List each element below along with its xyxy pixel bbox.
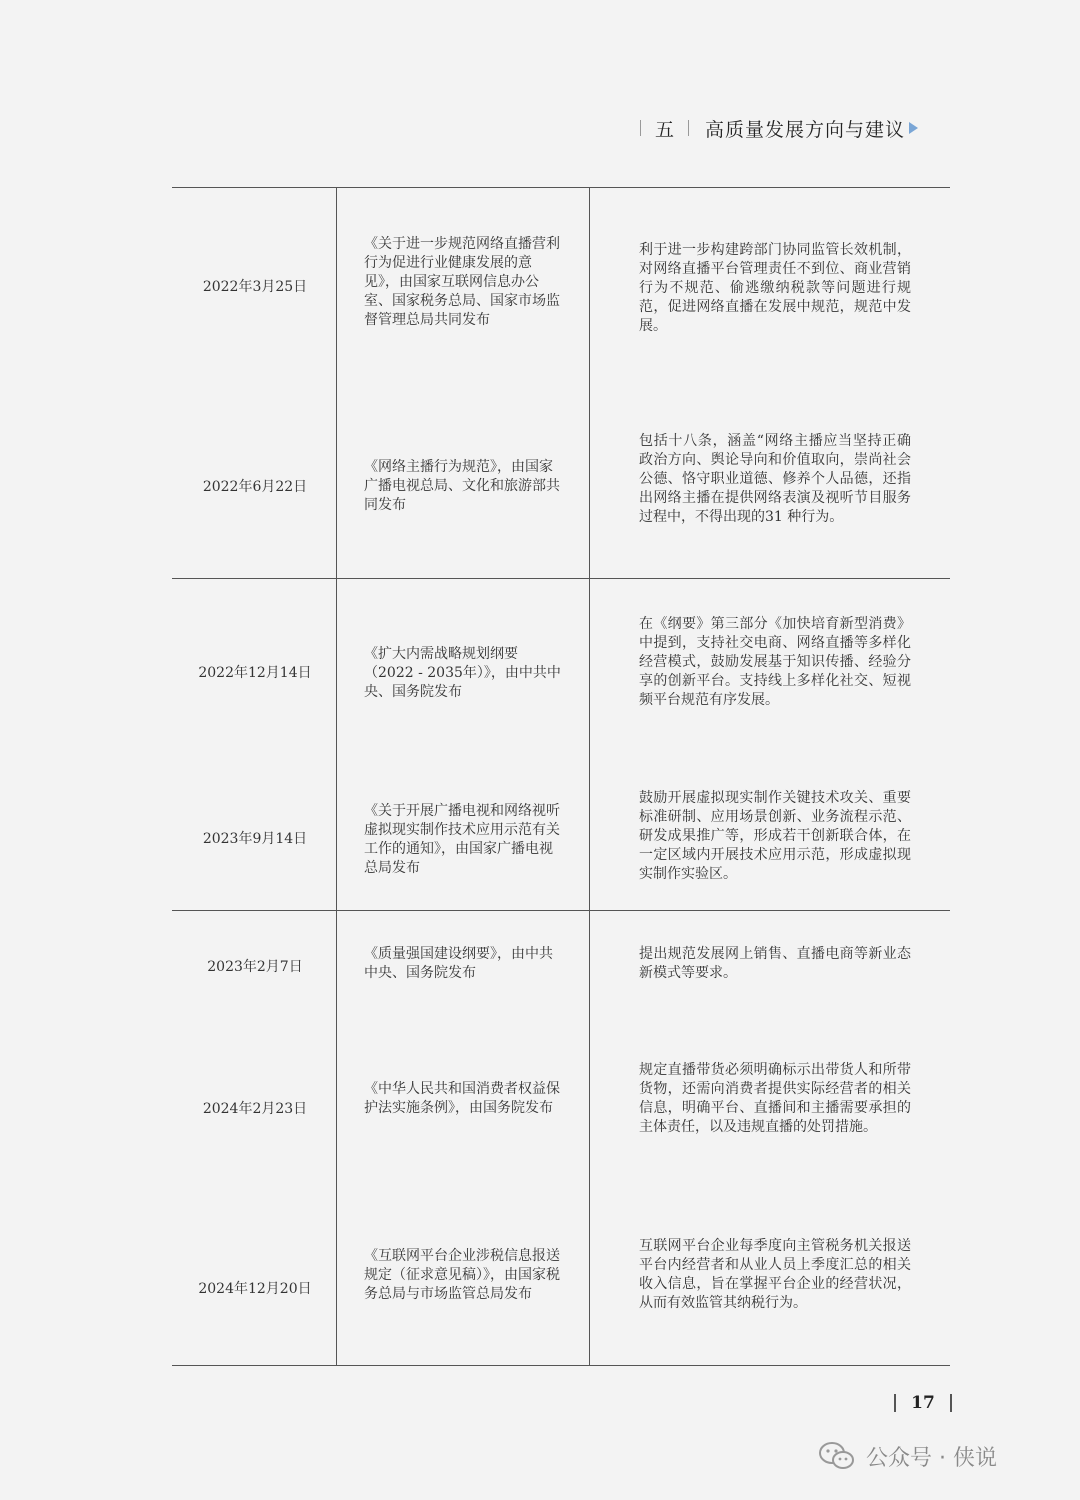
row-content: 提出规范发展网上销售、直播电商等新业态新模式等要求。 (639, 946, 911, 981)
triangle-marker-icon (909, 122, 918, 134)
table-bottom-rule (172, 1365, 950, 1366)
chapter-title: 高质量发展方向与建议 (705, 118, 906, 141)
table-group-rule (172, 910, 950, 911)
row-date: 2022年3月25日 (202, 279, 308, 295)
row-content: 互联网平台企业每季度向主管税务机关报送平台内经营者和从业人员上季度汇总的相关收入信息，旨在掌握平台企业的经营状况，从而有效监管其纳税行为。 (639, 1238, 911, 1311)
table-top-rule (172, 187, 950, 188)
chapter-number: 五 (655, 118, 675, 141)
row-document: 《中华人民共和国消费者权益保护法实施条例》，由国务院发布 (364, 1081, 560, 1116)
row-content: 在《纲要》第三部分《加快培育新型消费》中提到，支持社交电商、网络直播等多样化经营模式，鼓励发展基于知识传播、经验分享的创新平台。支持线上多样化社交、短视频平台规范有序发展。 (639, 616, 911, 708)
row-date: 2024年2月23日 (202, 1101, 308, 1117)
watermark (818, 1436, 997, 1476)
row-date: 2022年6月22日 (202, 479, 308, 495)
row-content: 包括十八条，涵盖“网络主播应当坚持正确政治方向、舆论导向和价值取向，崇尚社会公德、恪守职业道德、修养个人品德，还指出网络主播在提供网络表演及视听节目服务过程中，不得出现的31 种行为。 (639, 433, 911, 525)
page-number-text: 17 (911, 1393, 935, 1413)
table-column-rule (589, 188, 590, 1366)
row-document: 《关于进一步规范网络直播营利行为促进行业健康发展的意见》，由国家互联网信息办公室、国家税务总局、国家市场监督管理总局共同发布 (364, 236, 560, 328)
row-document: 《质量强国建设纲要》，由中共中央、国务院发布 (364, 946, 553, 981)
page-number-bar (894, 1394, 896, 1412)
row-date: 2022年12月14日 (198, 665, 312, 681)
header-divider (640, 120, 641, 136)
row-content: 利于进一步构建跨部门协同监管长效机制，对网络直播平台管理责任不到位、商业营销行为不规范、偷逃缴纳税款等问题进行规范，促进网络直播在发展中规范，规范中发展。 (639, 242, 911, 334)
row-content: 鼓励开展虚拟现实制作关键技术攻关、重要标准研制、应用场景创新、业务流程示范、研发成果推广等，形成若干创新联合体，在一定区域内开展技术应用示范，形成虚拟现实制作实验区。 (639, 790, 911, 882)
chapter-header (640, 112, 960, 144)
page-number (894, 1392, 952, 1414)
row-content: 规定直播带货必须明确标示出带货人和所带货物，还需向消费者提供实际经营者的相关信息，明确平台、直播间和主播需要承担的主体责任，以及违规直播的处罚措施。 (639, 1062, 911, 1135)
row-date: 2023年2月7日 (207, 959, 303, 975)
header-divider (688, 120, 689, 136)
row-date: 2024年12月20日 (198, 1281, 312, 1297)
table-column-rule (336, 188, 337, 1366)
row-document: 《互联网平台企业涉税信息报送规定（征求意见稿）》，由国家税务总局与市场监管总局发布 (364, 1248, 560, 1302)
page-number-bar (950, 1394, 952, 1412)
row-document: 《扩大内需战略规划纲要（2022 - 2035年）》，由中共中央、国务院发布 (364, 646, 561, 700)
table-group-rule (172, 578, 950, 579)
row-document: 《关于开展广播电视和网络视听虚拟现实制作技术应用示范有关工作的通知》，由国家广播电视总局发布 (364, 803, 560, 876)
row-date: 2023年9月14日 (202, 831, 308, 847)
wechat-icon (818, 1441, 856, 1471)
row-document: 《网络主播行为规范》，由国家广播电视总局、文化和旅游部共同发布 (364, 459, 560, 513)
watermark-text: 公众号 · 侠说 (866, 1445, 997, 1471)
